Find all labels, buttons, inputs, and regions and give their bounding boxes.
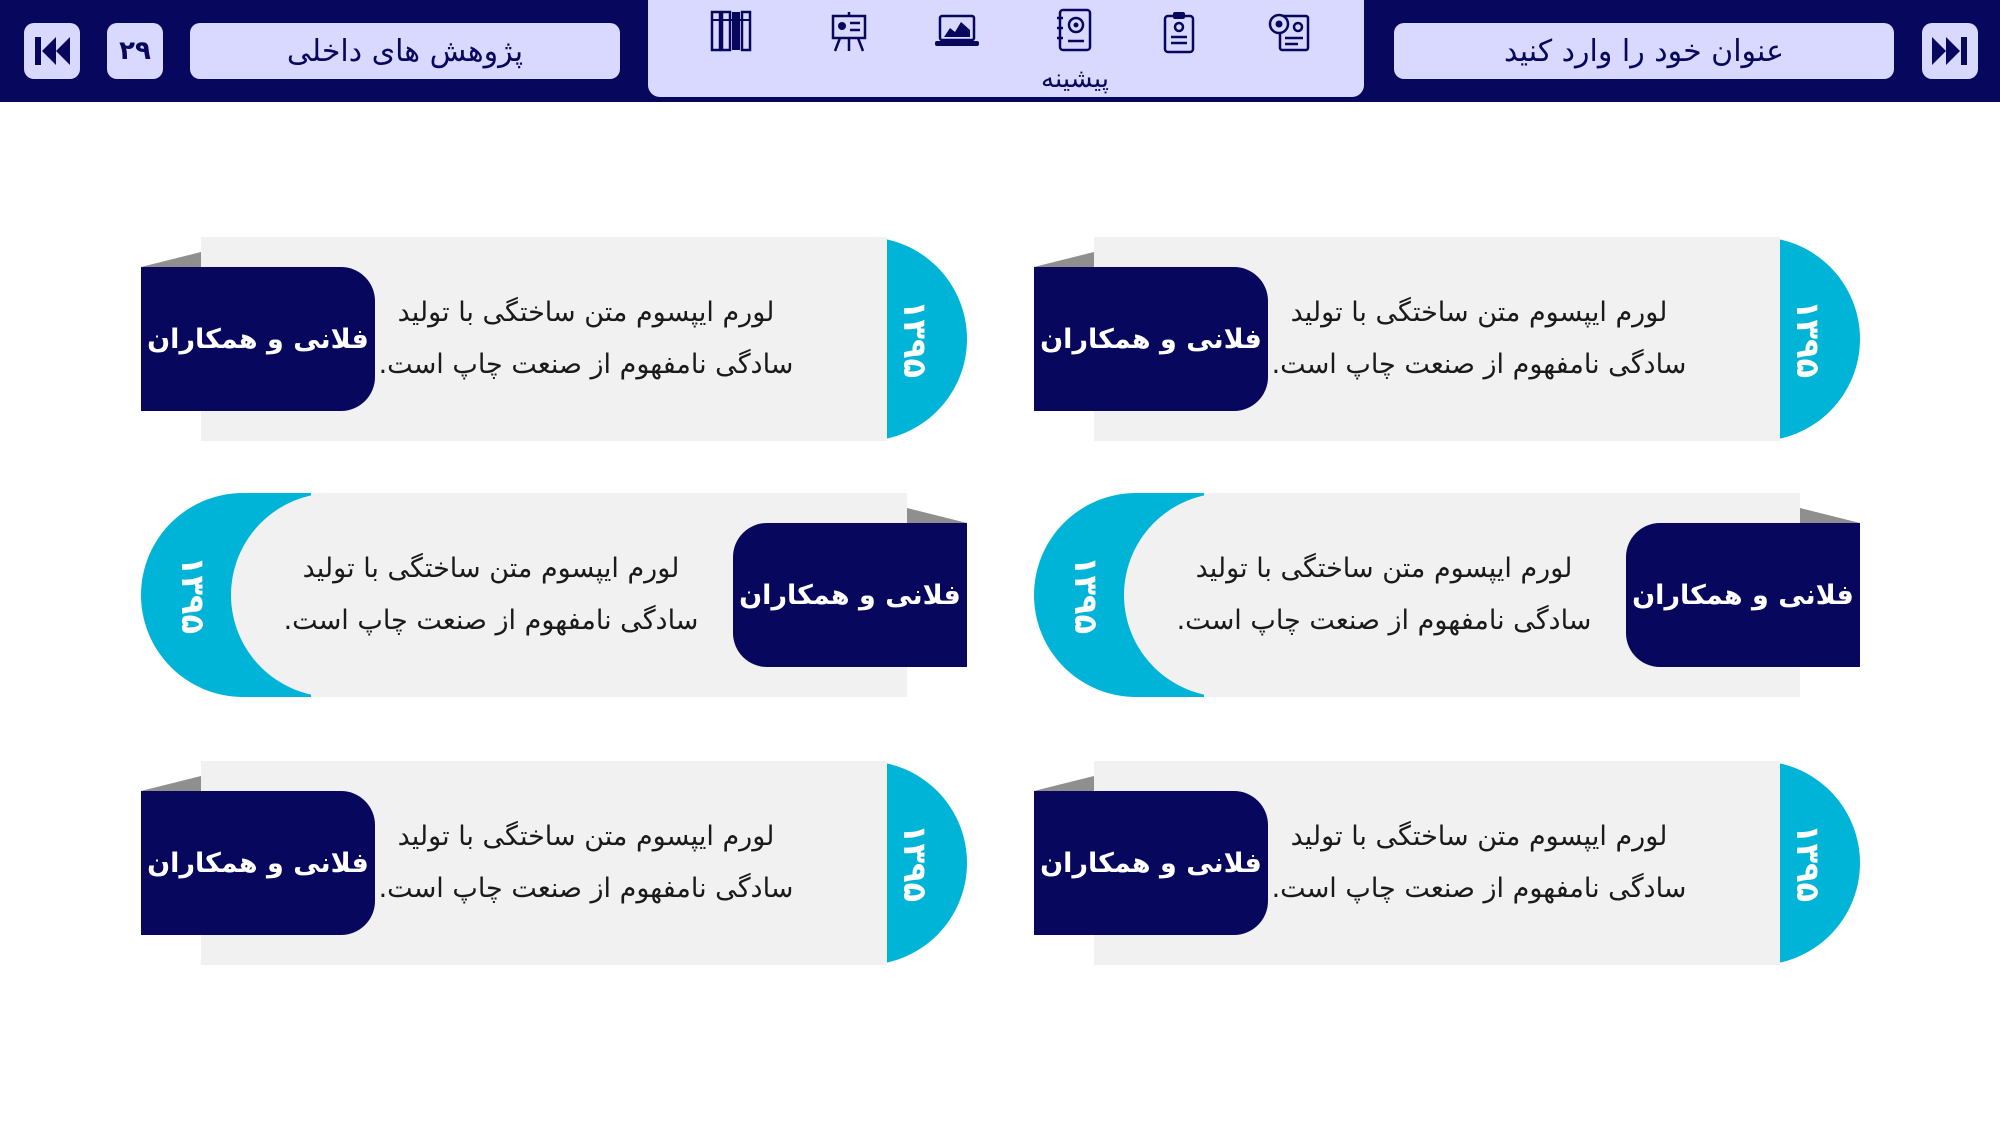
card-description: لورم ایپسوم متن ساختگی با تولید سادگی نامفهوم از صنعت چاپ است.	[283, 553, 699, 636]
author-label: فلانی و همکاران	[733, 523, 967, 667]
card-description: لورم ایپسوم متن ساختگی با تولید سادگی نامفهوم از صنعت چاپ است.	[378, 297, 794, 380]
card-fold	[141, 252, 201, 267]
card-fold	[1034, 776, 1094, 791]
timeline-card	[1034, 493, 1860, 697]
author-label: فلانی و همکاران	[141, 791, 375, 935]
settings-report-icon	[1266, 8, 1312, 54]
bookshelf-button[interactable]	[700, 8, 762, 96]
timeline-card	[1034, 761, 1860, 965]
laptop-chart-icon	[926, 8, 988, 54]
author-label: فلانی و همکاران	[1034, 267, 1268, 411]
skip-forward-icon	[1930, 34, 1970, 68]
author-label: فلانی و همکاران	[1034, 791, 1268, 935]
card-fold	[907, 508, 967, 523]
timeline-card	[141, 237, 967, 441]
card-description: لورم ایپسوم متن ساختگی با تولید سادگی نامفهوم از صنعت چاپ است.	[378, 821, 794, 904]
tab-background-label: پیشینه	[1041, 64, 1109, 94]
year-label: ۱۳۹۵	[1067, 555, 1105, 635]
author-label: فلانی و همکاران	[1626, 523, 1860, 667]
presentation-board-icon	[826, 8, 872, 54]
presentation-board-button[interactable]	[818, 8, 880, 96]
card-description: لورم ایپسوم متن ساختگی با تولید سادگی نامفهوم از صنعت چاپ است.	[1271, 821, 1687, 904]
timeline-card	[141, 493, 967, 697]
author-label: فلانی و همکاران	[141, 267, 375, 411]
year-label: ۱۳۹۵	[896, 823, 934, 903]
card-description: لورم ایپسوم متن ساختگی با تولید سادگی نامفهوم از صنعت چاپ است.	[1271, 297, 1687, 380]
top-bar	[0, 0, 2000, 102]
bookshelf-icon	[708, 8, 754, 54]
card-description: لورم ایپسوم متن ساختگی با تولید سادگی نامفهوم از صنعت چاپ است.	[1176, 553, 1592, 636]
year-label: ۱۳۹۵	[896, 299, 934, 379]
previous-slide-button[interactable]	[24, 23, 80, 79]
card-fold	[1034, 252, 1094, 267]
year-label: ۱۳۹۵	[1789, 299, 1827, 379]
slide-title-field[interactable]: عنوان خود را وارد کنید	[1394, 23, 1894, 79]
year-label: ۱۳۹۵	[174, 555, 212, 635]
card-fold	[141, 776, 201, 791]
timeline-card	[141, 761, 967, 965]
next-slide-button[interactable]	[1922, 23, 1978, 79]
year-label: ۱۳۹۵	[1789, 823, 1827, 903]
section-icon-bar	[648, 0, 1364, 97]
card-fold	[1800, 508, 1860, 523]
laptop-chart-button[interactable]	[926, 8, 988, 96]
skip-back-icon	[32, 34, 72, 68]
timeline-card	[1034, 237, 1860, 441]
clipboard-button[interactable]	[1148, 8, 1210, 96]
clipboard-icon	[1156, 8, 1202, 54]
notebook-gear-icon	[1052, 8, 1098, 54]
page-number: ۲۹	[107, 23, 163, 79]
settings-report-button[interactable]	[1258, 8, 1320, 96]
tab-background-literature[interactable]	[1041, 8, 1109, 96]
section-title: پژوهش های داخلی	[190, 23, 620, 79]
